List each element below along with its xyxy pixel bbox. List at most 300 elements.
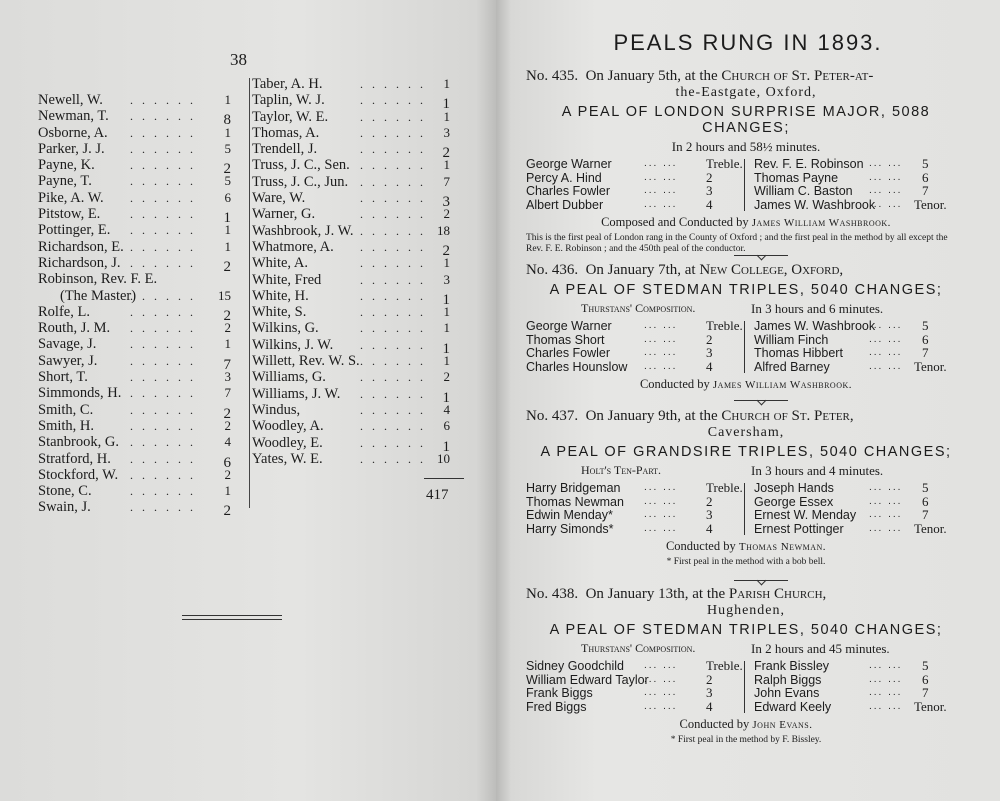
- ringer-name: Joseph Hands: [754, 481, 834, 495]
- peal-count: 2: [223, 161, 231, 178]
- ringer-name: Willett, Rev. W. S.: [252, 353, 360, 370]
- leader-dots: ... ...: [644, 660, 678, 671]
- leader-dots: . . . . . .: [130, 500, 196, 515]
- list-item: [38, 125, 243, 141]
- list-item: [38, 418, 243, 434]
- leader-dots: . . . . . .: [130, 370, 196, 385]
- leader-dots: ... ...: [644, 495, 678, 507]
- peal-composition: Thurstans' Composition.: [581, 641, 696, 655]
- leader-dots: ... ...: [869, 522, 903, 534]
- peal-count: 7: [223, 356, 231, 373]
- ringer-name: Wilkins, G.: [252, 320, 319, 337]
- leader-dots: . . . . . .: [130, 435, 196, 450]
- peal-count: 7: [224, 385, 231, 401]
- peal-entry: [526, 68, 966, 255]
- peal-count: 1: [224, 483, 231, 499]
- list-item: [252, 125, 462, 141]
- leader-dots: . . . . . .: [130, 386, 196, 401]
- ringer-name: John Evans: [754, 686, 820, 700]
- leader-dots: ... ...: [644, 522, 678, 534]
- list-item: [38, 499, 243, 520]
- leader-dots: . . . . . .: [130, 418, 196, 433]
- list-item: [252, 157, 462, 173]
- bell-number: 3: [706, 345, 713, 360]
- bell-number: 2: [706, 331, 713, 347]
- peal-count: 2: [224, 466, 231, 482]
- bell-number: 5: [922, 480, 929, 495]
- peal-count: 2: [223, 503, 231, 520]
- conductor-prefix: Conducted by: [639, 377, 710, 391]
- peal-title: A PEAL OF STEDMAN TRIPLES, 5040 CHANGES;: [549, 622, 943, 638]
- peal-count: 1: [224, 124, 231, 140]
- list-item: [252, 238, 462, 259]
- peal-subheader: [526, 139, 966, 156]
- list-item: [38, 92, 243, 108]
- list-item: [38, 271, 243, 287]
- conductor-name: James William Washbrook.: [712, 379, 853, 391]
- peal-count: 1: [224, 222, 231, 238]
- leader-dots: ... ...: [644, 700, 678, 712]
- right-page: [496, 0, 1000, 801]
- peal-count: 4: [443, 401, 450, 417]
- bell-number: 2: [706, 169, 713, 185]
- ringer-name: Taber, A. H.: [252, 76, 323, 92]
- leader-dots: . . . . . .: [130, 451, 196, 466]
- ringer-name: Charles Fowler: [526, 184, 611, 198]
- leader-dots: . . . . . .: [360, 93, 426, 108]
- left-page: [0, 0, 496, 801]
- peal-count: 5: [224, 140, 231, 156]
- peal-count: 1: [442, 291, 450, 308]
- leader-dots: . . . . . .: [130, 304, 196, 319]
- ringer-name: Parker, J. J.: [38, 140, 105, 157]
- peal-title: A PEAL OF GRANDSIRE TRIPLES, 5040 CHANGES;: [540, 444, 952, 460]
- peal-header: [526, 262, 966, 279]
- ringer-name: George Essex: [754, 494, 834, 509]
- peal-count: 1: [223, 210, 231, 227]
- leader-dots: ... ...: [644, 509, 678, 520]
- peal-count: 1: [442, 96, 450, 113]
- leader-dots: . . . . . .: [130, 141, 196, 156]
- peal-entry: [526, 408, 966, 568]
- ringer-name: Charles Hounslow: [526, 359, 628, 374]
- bell-number: 3: [706, 685, 713, 700]
- leader-dots: ... ...: [869, 700, 903, 712]
- leader-dots: ... ...: [869, 360, 903, 372]
- ringer-name: William Edward Taylor: [526, 672, 649, 687]
- leader-dots: ... ...: [869, 687, 903, 698]
- ringer-name: Ralph Biggs: [754, 672, 822, 687]
- peal-count: 6: [224, 189, 231, 205]
- leader-dots: . . . . . .: [130, 239, 196, 254]
- peal-church: Parish Church,: [728, 586, 827, 602]
- leader-dots: ... ...: [869, 198, 903, 210]
- bell-number: 5: [922, 156, 929, 171]
- leader-dots: . . . . . .: [130, 207, 196, 222]
- peal-conductor: [526, 539, 966, 554]
- ringer-name: Edward Keely: [754, 699, 832, 714]
- bell-number: 2: [706, 671, 713, 687]
- peal-duration: In 3 hours and 4 minutes.: [751, 463, 884, 478]
- peal-date: On January 9th, at the: [585, 408, 718, 424]
- column-divider: [249, 78, 250, 508]
- ringer-name: Short, T.: [38, 369, 88, 386]
- peal-church: Church of St. Peter,: [721, 408, 854, 424]
- list-item: [38, 450, 243, 471]
- ornamental-rule: [182, 615, 282, 620]
- ringer-name: Harry Bridgeman: [526, 481, 621, 495]
- ringer-name: Simmonds, H.: [38, 385, 122, 402]
- list-item: [38, 336, 243, 352]
- peal-count: 18: [437, 222, 450, 238]
- leader-dots: ... ...: [869, 660, 903, 671]
- leader-dots: ... ...: [644, 333, 678, 345]
- leader-dots: ... ...: [644, 171, 678, 183]
- ringer-name: Thomas, A.: [252, 124, 320, 141]
- list-item: [38, 206, 243, 227]
- ringer-name: Sawyer, J.: [38, 352, 98, 369]
- bell-number: 5: [922, 658, 929, 673]
- peal-count: 1: [442, 438, 450, 455]
- ringer-name: Frank Bissley: [754, 659, 830, 673]
- peal-count: 1: [443, 157, 450, 173]
- ringer-name: Alfred Barney: [754, 359, 830, 374]
- ringer-name: Percy A. Hind: [526, 170, 602, 185]
- ringer-name: Richardson, J.: [38, 254, 121, 271]
- ringer-name: Robinson, Rev. F. E.: [38, 271, 158, 288]
- peal-count: 6: [443, 418, 450, 434]
- leader-dots: . . . . . .: [360, 77, 426, 91]
- bell-number: 7: [922, 507, 929, 522]
- leader-dots: . . . . . .: [360, 207, 426, 222]
- ringer-name: Sidney Goodchild: [526, 659, 624, 673]
- leader-dots: . . . . . .: [360, 402, 426, 417]
- peal-count: 2: [443, 206, 450, 222]
- ringer-name: Stone, C.: [38, 483, 92, 500]
- leader-dots: . . . . . .: [130, 109, 196, 124]
- list-item: [38, 254, 243, 275]
- ringer-name: Ware, W.: [252, 190, 306, 207]
- peal-header: [526, 586, 966, 603]
- leader-dots: . . . . . .: [360, 109, 426, 124]
- peal-count: 1: [443, 304, 450, 320]
- ringer-name: Swain, J.: [38, 499, 91, 516]
- ringer-name: Payne, T.: [38, 173, 92, 190]
- list-item: [38, 141, 243, 157]
- ringer-name: Ernest W. Menday: [754, 508, 857, 522]
- list-item: [38, 173, 243, 189]
- peal-count: 1: [443, 255, 450, 271]
- ringer-name: Washbrook, J. W.: [252, 222, 354, 239]
- peal-count: 10: [437, 450, 450, 466]
- leader-dots: ... ...: [869, 171, 903, 183]
- peal-location: Hughenden,: [706, 603, 786, 618]
- list-item: [252, 336, 462, 357]
- leader-dots: . . . . . .: [360, 142, 426, 157]
- ringer-name: Charles Fowler: [526, 346, 611, 360]
- peal-title: A PEAL OF LONDON SURPRISE MAJOR, 5088 CHANGES;: [561, 104, 931, 136]
- ringers-divider: [744, 159, 745, 211]
- ringer-name: Osborne, A.: [38, 124, 108, 141]
- ringers-divider: [744, 483, 745, 535]
- total-count: 417: [426, 487, 449, 503]
- bell-number: 4: [706, 520, 713, 536]
- bell-number: Treble.: [706, 156, 743, 171]
- ringer-name: Smith, H.: [38, 417, 94, 434]
- ringer-name: Taylor, W. E.: [252, 108, 329, 125]
- peal-conductor: [526, 717, 966, 732]
- bell-number: 4: [706, 698, 713, 714]
- peal-number: No. 437.: [526, 408, 579, 424]
- list-item: [252, 109, 462, 125]
- list-item: [38, 288, 243, 304]
- peal-date: On January 7th, at: [585, 262, 696, 278]
- peal-count: 2: [443, 369, 450, 385]
- peal-footnote: * First peal in the method by F. Bissley.: [670, 735, 822, 745]
- bell-number: 4: [706, 358, 713, 374]
- peal-church: Church of St. Peter-at-: [721, 68, 874, 84]
- conductor-prefix: Conducted by: [679, 717, 750, 731]
- list-item: [38, 303, 243, 324]
- conductor-prefix: Composed and Conducted by: [601, 215, 749, 229]
- ringer-name: Williams, J. W.: [252, 385, 341, 402]
- leader-dots: ... ...: [644, 347, 678, 358]
- peal-number: No. 436.: [526, 262, 579, 278]
- peal-header: [526, 68, 966, 85]
- peal-composition: Holt's Ten-Part.: [581, 463, 662, 477]
- ringer-name: Warner, G.: [252, 206, 316, 223]
- peal-count: 2: [442, 145, 450, 162]
- ringer-name: Routh, J. M.: [38, 320, 111, 337]
- leader-dots: ... ...: [644, 320, 678, 331]
- ringer-name: White, S.: [252, 304, 307, 321]
- peal-count: 6: [223, 454, 231, 471]
- leader-dots: . . . . . .: [360, 125, 426, 140]
- list-item: [252, 434, 462, 455]
- leader-dots: . . . . . .: [130, 337, 196, 352]
- ringer-name: Stanbrook, G.: [38, 434, 119, 451]
- peal-count: 8: [223, 112, 231, 129]
- peal-count: 5: [224, 173, 231, 189]
- peal-duration: In 3 hours and 6 minutes.: [751, 301, 884, 316]
- section-separator: [734, 580, 788, 581]
- peal-number: No. 435.: [526, 68, 579, 84]
- peal-subheader: [526, 641, 966, 658]
- leader-dots: ... ...: [869, 347, 903, 358]
- bell-number: Treble.: [706, 318, 743, 333]
- bell-number: Tenor.: [914, 196, 947, 212]
- ringer-name: Woodley, E.: [252, 434, 323, 451]
- bell-number: 5: [922, 318, 929, 333]
- list-item: [252, 76, 462, 92]
- list-item: [38, 222, 243, 238]
- leader-dots: ... ...: [869, 333, 903, 345]
- list-item: [252, 223, 462, 239]
- list-item: [38, 108, 243, 129]
- leader-dots: . . . . . .: [130, 158, 196, 173]
- list-item: [38, 401, 243, 422]
- leader-dots: . . . . . .: [360, 451, 426, 466]
- peal-count: 2: [442, 242, 450, 259]
- bell-number: 6: [922, 493, 929, 509]
- leader-dots: ... ...: [644, 687, 678, 698]
- list-item: [252, 320, 462, 336]
- ringer-name: Albert Dubber: [526, 197, 604, 212]
- peal-location: the-Eastgate, Oxford,: [675, 85, 817, 100]
- ringers-divider: [744, 321, 745, 373]
- bell-number: 7: [922, 345, 929, 360]
- leader-dots: . . . . . .: [360, 386, 426, 401]
- ringer-name: Truss, J. C., Jun.: [252, 173, 349, 190]
- ringer-name: Stratford, H.: [38, 450, 111, 467]
- ringer-name: Savage, J.: [38, 336, 97, 353]
- ringer-name: Thomas Hibbert: [754, 346, 843, 360]
- leader-dots: ... ...: [869, 158, 903, 169]
- list-item: [252, 369, 462, 385]
- peal-count: 1: [443, 76, 450, 91]
- ringer-name: Windus,: [252, 401, 301, 418]
- leader-dots: . . . . . .: [360, 354, 426, 369]
- list-item: [252, 418, 462, 434]
- ringers-divider: [744, 661, 745, 713]
- leader-dots: ... ...: [869, 320, 903, 331]
- ringers-list-column-1: [38, 92, 243, 520]
- ringer-name: Ernest Pottinger: [754, 521, 844, 536]
- bell-number: 6: [922, 331, 929, 347]
- ringer-name: Woodley, A.: [252, 418, 324, 435]
- list-item: [252, 385, 462, 406]
- leader-dots: ... ...: [869, 495, 903, 507]
- list-item: [38, 385, 243, 401]
- ringer-name: Thomas Short: [526, 332, 605, 347]
- peal-count: 1: [443, 108, 450, 124]
- ringer-name: Pitstow, E.: [38, 206, 101, 223]
- leader-dots: . . . . . .: [360, 272, 426, 287]
- leader-dots: . . . . . .: [360, 305, 426, 320]
- peal-footnote: This is the first peal of London rang in the County of Oxford ; and the first peal in the method by all except the Rev. F. E. Robinson ; and the 450th peal of the conductor.: [526, 233, 948, 254]
- leader-dots: . . . . . .: [130, 288, 196, 303]
- ringer-name: Smith, C.: [38, 401, 94, 418]
- peal-count: 1: [224, 92, 231, 107]
- leader-dots: . . . . . .: [360, 419, 426, 434]
- ringer-name: Frank Biggs: [526, 686, 593, 700]
- ringer-name: Newell, W.: [38, 92, 103, 108]
- list-item: [252, 402, 462, 418]
- ringer-name: White, A.: [252, 255, 308, 272]
- page-heading: PEALS RUNG IN 1893.: [613, 30, 883, 55]
- leader-dots: ... ...: [644, 198, 678, 210]
- leader-dots: . . . . . .: [360, 223, 426, 238]
- list-item: [38, 467, 243, 483]
- leader-dots: . . . . . .: [130, 125, 196, 140]
- ringer-name: White, Fred: [252, 271, 322, 288]
- ringer-name: Truss, J. C., Sen.: [252, 157, 350, 174]
- leader-dots: . . . . . .: [130, 174, 196, 189]
- list-item: [38, 190, 243, 206]
- list-item: [252, 255, 462, 271]
- ringer-name: Pottinger, E.: [38, 222, 111, 239]
- bell-number: Tenor.: [914, 698, 947, 714]
- ringer-name: Rolfe, L.: [38, 303, 90, 320]
- ringer-name: William Finch: [754, 332, 829, 347]
- ringer-name: Richardson, E.: [38, 238, 124, 255]
- peal-count: 1: [443, 353, 450, 369]
- ringer-name: Williams, G.: [252, 369, 326, 386]
- conductor-prefix: Conducted by: [665, 539, 736, 553]
- bell-number: Tenor.: [914, 520, 947, 536]
- bell-number: 4: [706, 196, 713, 212]
- conductor-name: John Evans.: [752, 719, 813, 731]
- peal-count: 3: [443, 124, 450, 140]
- peal-subheader: [526, 301, 966, 318]
- bell-number: 6: [922, 671, 929, 687]
- list-item: [38, 157, 243, 178]
- ringers-table: [526, 319, 966, 375]
- leader-dots: . . . . . .: [360, 321, 426, 336]
- leader-dots: . . . . . .: [360, 337, 426, 352]
- ringer-name: Wilkins, J. W.: [252, 336, 334, 353]
- peal-footnote: * First peal in the method with a bob bell.: [666, 557, 826, 567]
- page-number: 38: [230, 50, 247, 69]
- list-item: [38, 239, 243, 255]
- peal-count: 3: [224, 369, 231, 385]
- list-item: [38, 352, 243, 373]
- peal-duration: In 2 hours and 58½ minutes.: [671, 139, 821, 154]
- ringers-list-column-2: [252, 76, 462, 467]
- leader-dots: . . . . . .: [130, 255, 196, 270]
- list-item: [252, 272, 462, 288]
- ringer-name: Edwin Menday*: [526, 508, 613, 522]
- peal-count: 1: [442, 340, 450, 357]
- peal-count: 1: [224, 336, 231, 352]
- ringer-name: James W. Washbrook: [754, 197, 876, 212]
- peal-count: 2: [223, 405, 231, 422]
- ringer-name: George Warner: [526, 319, 612, 333]
- list-item: [38, 320, 243, 336]
- leader-dots: . . . . . .: [360, 174, 426, 189]
- ringer-name: Fred Biggs: [526, 699, 587, 714]
- leader-dots: . . . . . .: [130, 467, 196, 482]
- list-item: [252, 190, 462, 211]
- total-rule: [424, 478, 464, 479]
- peal-duration: In 2 hours and 45 minutes.: [751, 641, 890, 656]
- leader-dots: ... ...: [869, 185, 903, 196]
- section-separator: [734, 400, 788, 401]
- peal-location: Caversham,: [707, 425, 785, 440]
- leader-dots: ... ...: [644, 673, 678, 685]
- ringer-name: Trendell, J.: [252, 141, 318, 158]
- ringers-table: [526, 157, 966, 213]
- peal-church: New College, Oxford,: [699, 262, 844, 278]
- list-item: [252, 92, 462, 113]
- peal-date: On January 13th, at the: [585, 586, 726, 602]
- leader-dots: . . . . . .: [130, 402, 196, 417]
- ringer-name: Whatmore, A.: [252, 238, 334, 255]
- bell-number: 3: [706, 507, 713, 522]
- leader-dots: . . . . . .: [130, 353, 196, 368]
- peal-entry: [526, 586, 966, 746]
- leader-dots: ... ...: [869, 509, 903, 520]
- peal-header: [526, 408, 966, 425]
- ringers-table: [526, 659, 966, 715]
- list-item: [252, 353, 462, 369]
- ringer-name: Harry Simonds*: [526, 521, 614, 536]
- list-item: [252, 141, 462, 162]
- leader-dots: ... ...: [869, 673, 903, 685]
- bell-number: Treble.: [706, 480, 743, 495]
- list-item: [252, 206, 462, 222]
- leader-dots: . . . . . .: [130, 321, 196, 336]
